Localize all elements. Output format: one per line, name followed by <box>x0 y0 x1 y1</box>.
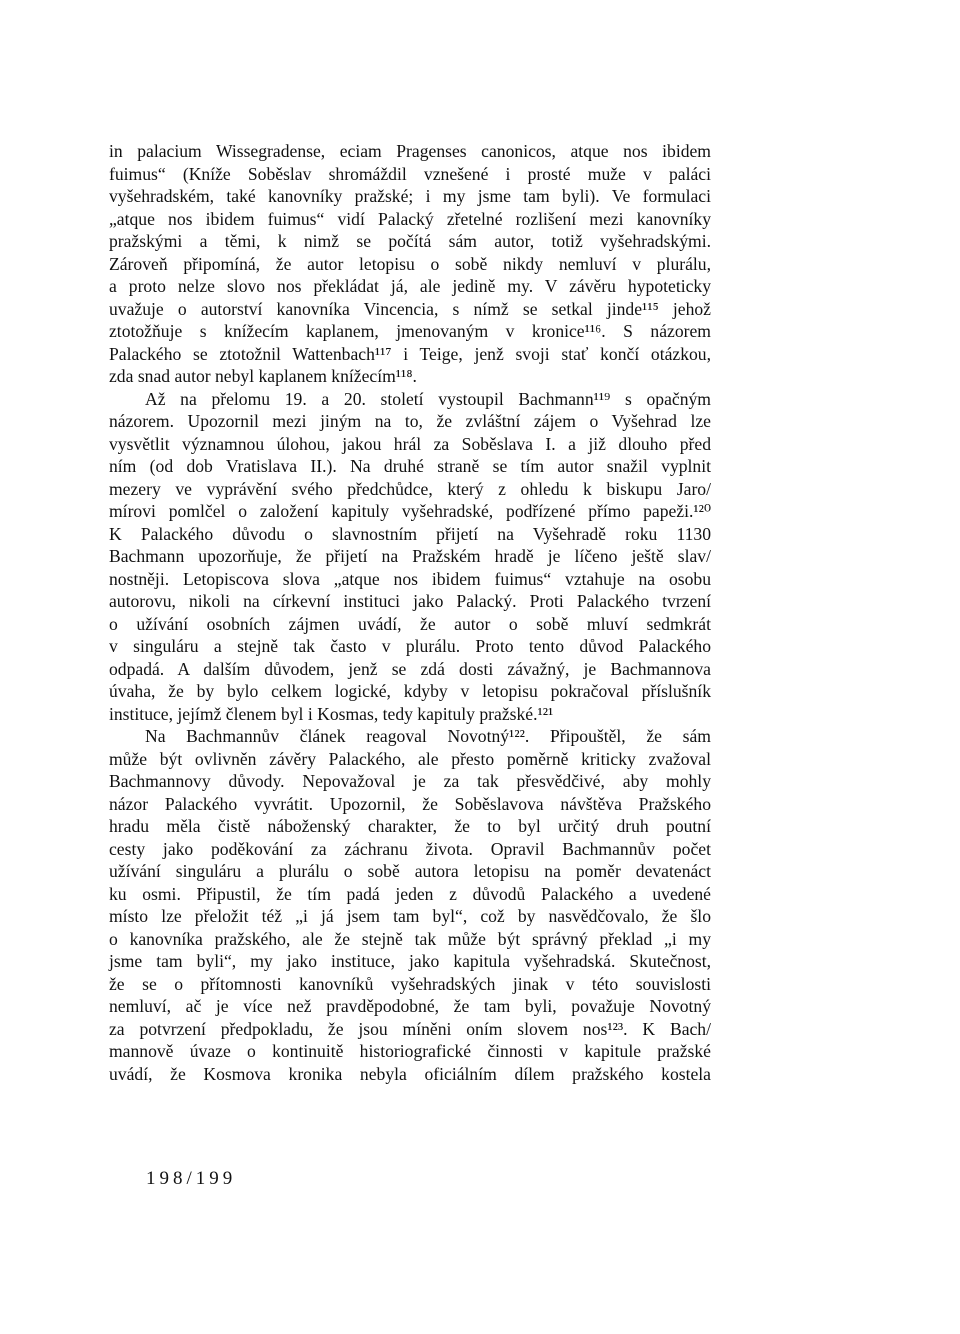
text-line: uvádí, že Kosmova kronika nebyla oficiálním dílem pražského kostela <box>109 1063 711 1084</box>
text-line: nemluví, ač je více než pravděpodobné, že tam byli, považuje Novotný <box>109 996 711 1016</box>
text-line: o užívání osobních zájmen uvádí, že autor o sobě mluví sedmkrát <box>109 613 711 634</box>
text-line: úvaha, že by bylo celkem logické, kdyby v letopisu pokračoval příslušník <box>109 681 711 701</box>
text-line: mannově úvaze o kontinuitě historiografické činnosti v kapitule pražské <box>109 1041 711 1061</box>
text-line: ztotožňuje s knížecím kaplanem, jmenovaným v kronice¹¹⁶. S názorem <box>109 321 711 341</box>
text-line: Bachmannovy důvody. Nepovažoval je za tak přesvědčivé, aby mohly <box>109 771 711 791</box>
text-line: instituce, jejímž členem byl i Kosmas, tedy kapituly pražské.¹²¹ <box>109 703 554 724</box>
text-line: užívání singuláru a plurálu o sobě autora letopisu na poměr devatenáct <box>109 861 711 881</box>
text-line: vysvětlit významnou úlohou, jakou hrál za Soběslava I. a již dlouho před <box>109 433 711 454</box>
text-line: K Palackého důvodu o slavnostním přijetí na Vyšehradě roku 1130 <box>109 523 711 544</box>
text-line: jsme tam byli“, my jako instituce, jako kapitula vyšehradská. Skutečnost, <box>109 951 711 971</box>
text-line: autorovu, nikoli na církevní instituci jako Palacký. Proti Palackého tvrzení <box>109 591 711 611</box>
text-line: a proto nelze slovo nos překládat já, ale jedině my. V závěru hypoteticky <box>109 276 711 296</box>
text-line: Na Bachmannův článek reagoval Novotný¹²². Připouštěl, že sám <box>145 726 711 746</box>
text-line: nostněji. Letopiscova slova „atque nos ibidem fuimus“ vztahuje na osobu <box>109 568 711 589</box>
text-line: vyšehradském, také kanovníky pražské; i my jsme tam byli). Ve formulaci <box>109 186 711 206</box>
text-line: „atque nos ibidem fuimus“ vidí Palacký zřetelné rozlišení mezi kanovníky <box>109 208 711 229</box>
text-line: v singuláru a stejně tak často v plurálu. Proto tento důvod Palackého <box>109 636 711 656</box>
text-line: ním (od dob Vratislava II.). Na druhé straně se tím autor snažil vyplnit <box>109 456 711 476</box>
text-line: fuimus“ (Kníže Soběslav shromáždil vznešené i prosté muže v paláci <box>109 163 711 184</box>
text-line: uvažuje o autorství kanovníka Vincencia, s nímž se setkal jinde¹¹⁵ jehož <box>109 298 711 319</box>
text-line: Bachmann upozorňuje, že přijetí na Pražském hradě je líčeno ještě slav/ <box>109 546 711 566</box>
text-line: ku osmi. Připustil, že tím padá jeden z důvodů Palackého a uvedené <box>109 883 711 904</box>
text-line: názor Palackého vyvrátit. Upozornil, že Soběslavova návštěva Pražského <box>109 793 711 814</box>
text-line: že se o přítomnosti kanovníků vyšehradských jinak v této souvislosti <box>109 973 711 994</box>
text-line: pražskými a těmi, k nimž se počítá sám autor, totiž vyšehradskými. <box>109 231 711 251</box>
text-line: mírovi pomlčel o založení kapituly vyšehradské, podřízené přímo papeži.¹²⁰ <box>109 501 711 521</box>
page-number: 198/199 <box>146 1168 237 1189</box>
text-line: názorem. Upozornil mezi jiným na to, že zvláštní zájem o Vyšehrad lze <box>109 411 711 431</box>
text-line: mezery ve vyprávění svého předchůdce, který z ohledu k biskupu Jaro/ <box>109 478 711 499</box>
text-line: zda snad autor nebyl kaplanem knížecím¹¹⁸. <box>109 366 417 386</box>
text-line: může být ovlivněn závěry Palackého, ale přesto poměrně kriticky zvažoval <box>109 748 711 769</box>
text-line: za potvrzení předpokladu, že jsou míněni oním slovem nos¹²³. K Bach/ <box>109 1018 711 1039</box>
text-line: odpadá. A dalším důvodem, jenž se zdá dosti závažný, je Bachmannova <box>109 658 711 679</box>
text-line: cesty jako poděkování za záchranu života. Opravil Bachmannův počet <box>109 838 711 859</box>
text-line: Palackého se ztotožnil Wattenbach¹¹⁷ i Teige, jenž svoji stať končí otázkou, <box>109 343 711 364</box>
text-line: Zároveň připomíná, že autor letopisu o sobě nikdy nemluví v plurálu, <box>109 253 711 274</box>
text-line: Až na přelomu 19. a 20. století vystoupil Bachmann¹¹⁹ s opačným <box>145 388 711 409</box>
text-line: hradu měla čistě náboženský charakter, že to byl určitý druh poutní <box>109 816 711 836</box>
body-text <box>109 140 711 1085</box>
text-line: o kanovníka pražského, ale že stejně tak může být správný překlad „i my <box>109 928 711 949</box>
text-line: místo lze přeložit též „i já jsem tam byl“, což by nasvědčovalo, že šlo <box>109 906 711 926</box>
text-line: in palacium Wissegradense, eciam Pragenses canonicos, atque nos ibidem <box>109 141 711 161</box>
